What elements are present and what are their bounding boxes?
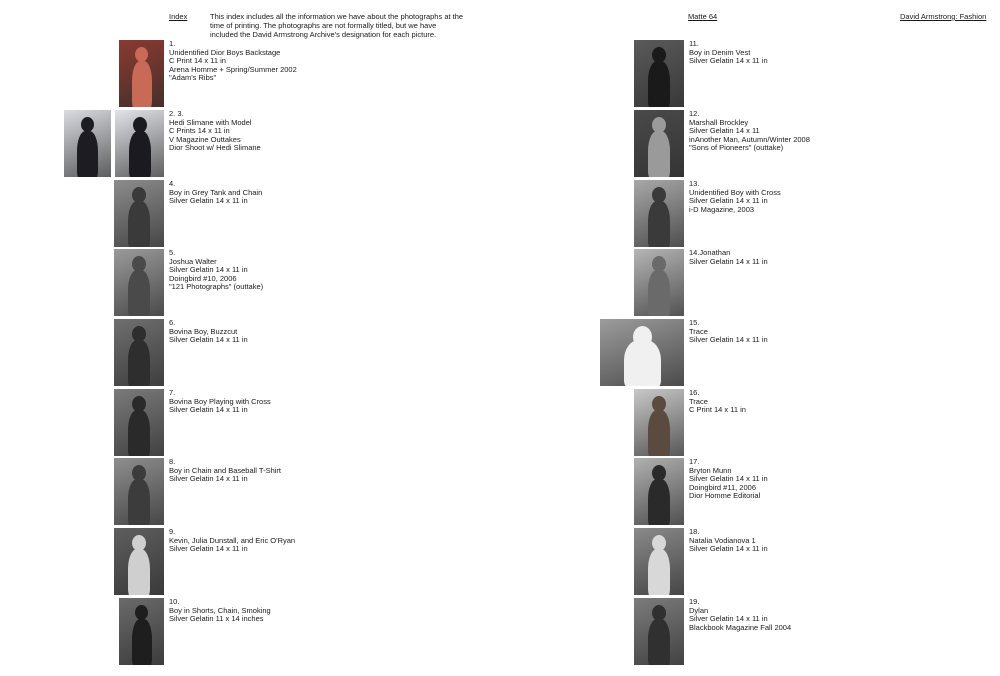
caption-line: Hedi Slimane with Model: [169, 117, 252, 127]
caption-15: [689, 319, 768, 345]
caption-line: Silver Gelatin 14 x 11 in: [169, 474, 248, 484]
caption-number: 18.: [689, 527, 700, 536]
photo-figure: [129, 131, 151, 177]
photo-figure-head: [132, 187, 146, 203]
caption-line: C Prints 14 x 11 in: [169, 126, 230, 136]
caption-line: Silver Gelatin 14 x 11 in: [689, 256, 768, 266]
photo-17: [634, 458, 684, 525]
caption-number: 1.: [169, 39, 176, 48]
caption-number: 2. 3.: [169, 109, 184, 118]
photo-11: [634, 40, 684, 107]
index-intro: This index includes all the information we have about the photographs at the time of printing. The photographs are not formally titled, but we have included the David Armstrong Archive's designation for each picture.: [210, 12, 464, 39]
caption-4: [169, 180, 262, 206]
caption-8: [169, 458, 281, 484]
caption-7: [169, 389, 271, 415]
caption-line: Silver Gelatin 14 x 11 in: [169, 265, 248, 275]
photo-figure: [128, 201, 150, 247]
photo-figure: [648, 410, 670, 456]
photo-18: [634, 528, 684, 595]
caption-line: Boy in Chain and Baseball T-Shirt: [169, 465, 282, 475]
photo-figure-head: [132, 256, 146, 272]
caption-6: [169, 319, 248, 345]
caption-line: C Print 14 x 11 in: [169, 56, 226, 66]
book-label: David Armstrong: Fashion: [900, 12, 987, 21]
caption-number: 17.: [689, 457, 700, 466]
caption-line: Silver Gelatin 14 x 11 in: [169, 196, 248, 206]
caption-line: Kevin, Julia Dunstall, and Eric O'Ryan: [169, 535, 296, 545]
photo-figure: [128, 549, 150, 595]
caption-line: Dylan: [689, 605, 709, 615]
photo-figure: [648, 270, 670, 316]
photo-5: [114, 249, 164, 316]
caption-line: "Sons of Pioneers" (outtake): [689, 143, 784, 153]
caption-number: 13.: [689, 179, 700, 188]
caption-line: Doingbird #11, 2006: [689, 482, 756, 492]
caption-number: 9.: [169, 527, 176, 536]
caption-line: Dior Shoot w/ Hedi Slimane: [169, 143, 261, 153]
photo-19: [634, 598, 684, 665]
caption-line: inAnother Man, Autumn/Winter 2008: [689, 134, 810, 144]
caption-16: [689, 389, 746, 415]
caption-line: Silver Gelatin 14 x 11 in: [689, 196, 768, 206]
photo-12: [634, 110, 684, 177]
caption-5: [169, 249, 263, 292]
photo-3: [115, 110, 164, 177]
photo-figure-head: [135, 605, 148, 620]
caption-14: [689, 249, 768, 266]
caption-line: Unidentified Dior Boys Backstage: [169, 47, 281, 57]
photo-figure-head: [652, 396, 666, 412]
caption-line: Boy in Denim Vest: [689, 47, 751, 57]
photo-figure: [648, 619, 670, 665]
photo-figure-head: [652, 47, 666, 63]
caption-line: Trace: [689, 326, 708, 336]
caption-line: Silver Gelatin 14 x 11: [689, 126, 760, 136]
caption-line: Natalia Vodianova 1: [689, 535, 756, 545]
photo-14: [634, 249, 684, 316]
caption-line: "Adam's Ribs": [169, 73, 217, 83]
photo-figure: [648, 201, 670, 247]
caption-number: 16.: [689, 388, 700, 397]
caption-line: Trace: [689, 396, 708, 406]
caption-line: Silver Gelatin 14 x 11 in: [689, 56, 768, 66]
caption-line: Silver Gelatin 14 x 11 in: [689, 544, 768, 554]
caption-line: Silver Gelatin 14 x 11 in: [169, 405, 248, 415]
caption-line: Marshall Brockley: [689, 117, 749, 127]
caption-line: Silver Gelatin 14 x 11 in: [169, 335, 248, 345]
photo-figure: [128, 270, 150, 316]
caption-number: 11.: [689, 39, 699, 48]
photo-6: [114, 319, 164, 386]
caption-line: Boy in Shorts, Chain, Smoking: [169, 605, 271, 615]
photo-figure-head: [652, 535, 666, 551]
photo-figure-head: [652, 187, 666, 203]
photo-figure-head: [132, 326, 146, 342]
photo-9: [114, 528, 164, 595]
caption-number: 5.: [169, 248, 176, 257]
photo-figure-head: [652, 465, 666, 481]
photo-figure: [648, 479, 670, 525]
photo-figure: [132, 619, 152, 665]
caption-18: [689, 528, 768, 554]
caption-line: Unidentified Boy with Cross: [689, 187, 781, 197]
photo-figure: [77, 131, 98, 177]
photo-figure: [128, 340, 150, 386]
photo-figure-head: [132, 465, 146, 481]
caption-line: Doingbird #10, 2006: [169, 273, 237, 283]
photo-8: [114, 458, 164, 525]
caption-number: 14.Jonathan: [689, 248, 731, 257]
caption-number: 19.: [689, 597, 700, 606]
caption-line: Dior Homme Editorial: [689, 491, 761, 501]
caption-line: Blackbook Magazine Fall 2004: [689, 622, 792, 632]
caption-number: 7.: [169, 388, 176, 397]
page-label: Matte 64: [688, 12, 718, 21]
caption-line: Silver Gelatin 14 x 11 in: [689, 474, 768, 484]
caption-line: Boy in Grey Tank and Chain: [169, 187, 263, 197]
photo-figure: [648, 549, 670, 595]
caption-line: Joshua Walter: [169, 256, 217, 266]
caption-number: 12.: [689, 109, 700, 118]
caption-12: [689, 110, 810, 153]
photo-figure-head: [652, 605, 666, 621]
photo-4: [114, 180, 164, 247]
photo-1: [119, 40, 164, 107]
caption-number: 15.: [689, 318, 700, 327]
caption-line: C Print 14 x 11 in: [689, 405, 746, 415]
caption-line: Bovina Boy, Buzzcut: [169, 326, 238, 336]
photo-figure: [648, 131, 670, 177]
caption-1: [169, 40, 297, 83]
caption-number: 10.: [169, 597, 180, 606]
caption-line: Bovina Boy Playing with Cross: [169, 396, 271, 406]
caption-line: Bryton Munn: [689, 465, 732, 475]
caption-number: 6.: [169, 318, 176, 327]
caption-11: [689, 40, 768, 66]
caption-line: "121 Photographs" (outtake): [169, 282, 264, 292]
photo-figure-head: [652, 117, 666, 133]
caption-number: 8.: [169, 457, 176, 466]
photo-figure-head: [81, 117, 94, 132]
photo-10: [119, 598, 164, 665]
photo-figure-head: [133, 117, 147, 133]
caption-line: Silver Gelatin 11 x 14 inches: [169, 614, 264, 624]
index-label: Index: [169, 12, 188, 21]
photo-figure: [128, 479, 150, 525]
photo-figure: [132, 61, 152, 107]
caption-line: i-D Magazine, 2003: [689, 204, 755, 214]
photo-13: [634, 180, 684, 247]
caption-line: Silver Gelatin 14 x 11 in: [169, 544, 248, 554]
caption-line: Silver Gelatin 14 x 11 in: [689, 614, 768, 624]
photo-figure-head: [132, 535, 146, 551]
caption-17: [689, 458, 768, 501]
caption-line: V Magazine Outtakes: [169, 134, 241, 144]
photo-16: [634, 389, 684, 456]
caption-19: [689, 598, 791, 632]
caption-line: Silver Gelatin 14 x 11 in: [689, 335, 768, 345]
photo-15: [600, 319, 684, 386]
caption-number: 4.: [169, 179, 176, 188]
photo-figure-head: [652, 256, 666, 272]
photo-figure-head: [135, 47, 148, 62]
photo-2: [64, 110, 111, 177]
caption-2-3: [169, 110, 261, 153]
photo-figure: [128, 410, 150, 456]
caption-13: [689, 180, 781, 214]
photo-figure-head: [132, 396, 146, 412]
photo-figure-head: [633, 326, 652, 348]
photo-figure: [648, 61, 670, 107]
caption-line: Arena Homme + Spring/Summer 2002: [169, 64, 297, 74]
caption-10: [169, 598, 271, 624]
caption-9: [169, 528, 295, 554]
photo-7: [114, 389, 164, 456]
